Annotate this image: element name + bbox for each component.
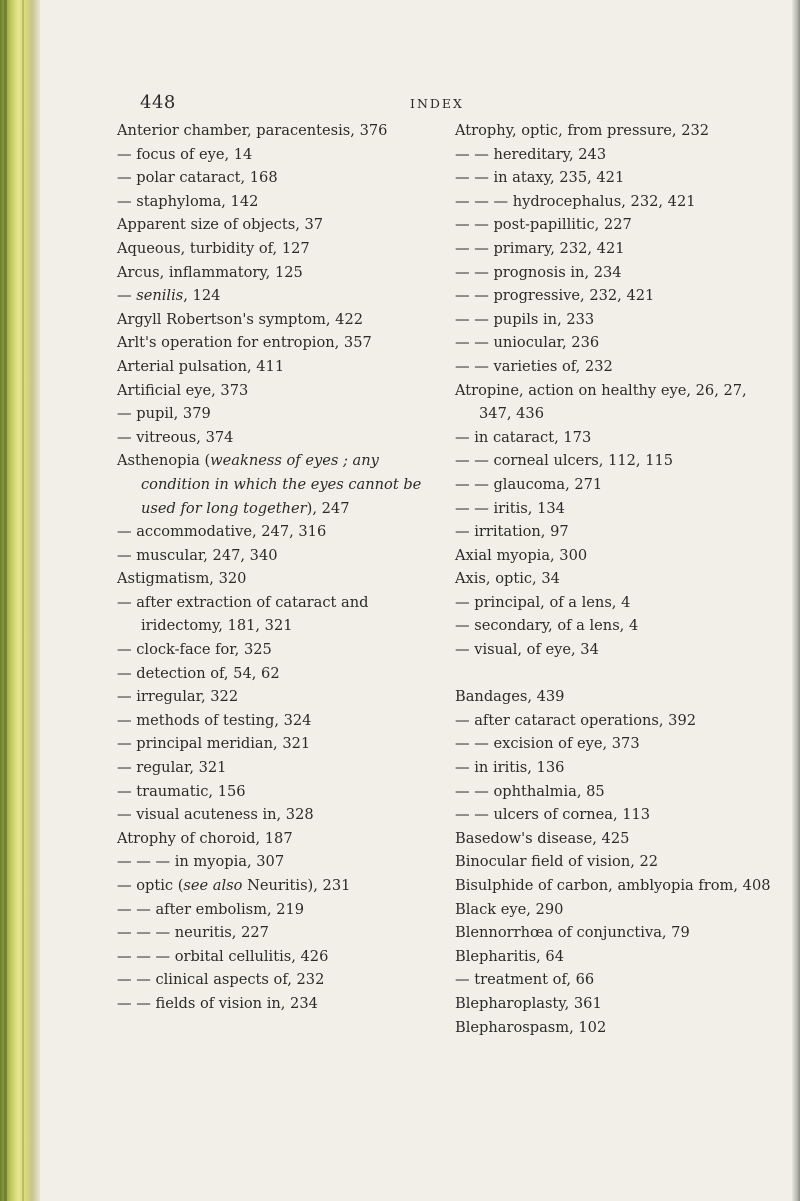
index-entry-text: ), 247: [306, 499, 350, 517]
index-entry: — vitreous, 374: [117, 428, 234, 446]
index-entry: — — — orbital cellulitis, 426: [117, 947, 329, 965]
index-entry: — principal, of a lens, 4: [455, 593, 631, 611]
index-column-right: [455, 119, 781, 1039]
index-entry: — polar cataract, 168: [117, 169, 278, 187]
index-entry-text: , 124: [183, 287, 221, 305]
index-entry: Basedow's disease, 425: [455, 829, 630, 847]
binding-stripe: [4, 0, 7, 1201]
index-entry: Blepharitis, 64: [455, 947, 564, 965]
index-entry-italic: see also: [183, 877, 243, 894]
index-entry: — — post-papillitic, 227: [455, 216, 632, 234]
index-entry: — — excision of eye, 373: [455, 735, 640, 753]
index-entry: — irritation, 97: [455, 523, 569, 541]
index-entry: Apparent size of objects, 37: [117, 216, 324, 234]
index-entry-italic: weakness of eyes ; any condition in which the eyes cannot be used for long together: [141, 452, 422, 517]
index-entry: — methods of testing, 324: [117, 711, 312, 729]
index-spacer: [455, 662, 781, 686]
index-entry: Atrophy of choroid, 187: [117, 829, 293, 847]
index-entry: — — iritis, 134: [455, 499, 565, 517]
index-entry: — principal meridian, 321: [117, 735, 311, 753]
index-entry: [117, 449, 447, 520]
index-entry: Axis, optic, 34: [455, 570, 560, 588]
index-entry: — after extraction of cataract and iridectomy, 181, 321: [117, 593, 369, 635]
index-entry: Arlt's operation for entropion, 357: [117, 334, 372, 352]
index-entry: Axial myopia, 300: [455, 546, 588, 564]
index-entry-text: Asthenopia (: [117, 452, 211, 470]
index-entry: Binocular field of vision, 22: [455, 853, 659, 871]
index-entry-text: —: [117, 287, 137, 305]
index-entry: Arterial pulsation, 411: [117, 357, 285, 375]
index-entry: — — after embolism, 219: [117, 900, 305, 918]
index-entry: — — ulcers of cornea, 113: [455, 806, 651, 824]
index-entry: Atropine, action on healthy eye, 26, 27, 347, 436: [455, 381, 747, 423]
index-entry: — after cataract operations, 392: [455, 711, 697, 729]
index-entry: — secondary, of a lens, 4: [455, 617, 639, 635]
index-entry: — — pupils in, 233: [455, 310, 595, 328]
running-head: INDEX: [410, 96, 464, 111]
index-entry: — — prognosis in, 234: [455, 263, 622, 281]
index-entry: — in cataract, 173: [455, 428, 592, 446]
index-entry: [117, 284, 447, 308]
index-entry: — — glaucoma, 271: [455, 475, 603, 493]
index-entry: Blennorrhœa of conjunctiva, 79: [455, 924, 690, 942]
index-entry: — — — hydrocephalus, 232, 421: [455, 192, 696, 210]
index-entry: — irregular, 322: [117, 688, 239, 706]
index-entry: — — corneal ulcers, 112, 115: [455, 452, 674, 470]
index-entry: — regular, 321: [117, 759, 227, 777]
index-entry: Bandages, 439: [455, 688, 565, 706]
binding-stripe: [22, 0, 24, 1201]
index-entry: Bisulphide of carbon, amblyopia from, 408: [455, 877, 771, 894]
index-entry: — — clinical aspects of, 232: [117, 971, 325, 989]
page-header: [0, 92, 800, 116]
index-entry: — — — neuritis, 227: [117, 924, 269, 942]
index-entry-text: — optic (: [117, 877, 184, 894]
index-entry: — pupil, 379: [117, 405, 211, 423]
index-entry: Blepharoplasty, 361: [455, 994, 602, 1012]
index-entry: — visual, of eye, 34: [455, 641, 599, 659]
index-entry: — — progressive, 232, 421: [455, 287, 655, 305]
index-entry: — accommodative, 247, 316: [117, 523, 327, 541]
index-entry: Atrophy, optic, from pressure, 232: [455, 122, 710, 139]
index-entry: — visual acuteness in, 328: [117, 806, 314, 824]
index-entry: Anterior chamber, paracentesis, 376: [117, 122, 388, 139]
index-entry: — treatment of, 66: [455, 971, 595, 989]
index-entry: Argyll Robertson's symptom, 422: [117, 310, 364, 328]
index-entry: Artificial eye, 373: [117, 381, 249, 399]
index-entry: — focus of eye, 14: [117, 145, 253, 163]
index-entry: — — — in myopia, 307: [117, 853, 285, 871]
page-number: 448: [140, 92, 176, 113]
index-entry: — staphyloma, 142: [117, 192, 259, 210]
index-entry: — — primary, 232, 421: [455, 239, 625, 257]
index-entry: — — varieties of, 232: [455, 357, 613, 375]
index-entry: Arcus, inflammatory, 125: [117, 263, 303, 281]
index-entry: — — fields of vision in, 234: [117, 994, 318, 1012]
index-entry: — — in ataxy, 235, 421: [455, 169, 625, 187]
index-entry: — muscular, 247, 340: [117, 546, 278, 564]
index-entry: — — uniocular, 236: [455, 334, 600, 352]
index-entry: Blepharospasm, 102: [455, 1018, 607, 1036]
index-entry: Astigmatism, 320: [117, 570, 247, 588]
index-entry: Black eye, 290: [455, 900, 564, 918]
index-entry: Aqueous, turbidity of, 127: [117, 239, 310, 257]
index-entry: — — hereditary, 243: [455, 145, 607, 163]
index-entry: [117, 874, 447, 898]
index-entry: — clock-face for, 325: [117, 641, 272, 659]
index-entry: — — ophthalmia, 85: [455, 782, 605, 800]
index-column-left: [117, 119, 447, 1016]
index-entry: — in iritis, 136: [455, 759, 565, 777]
book-binding-edge: [0, 0, 40, 1201]
index-entry-italic: senilis: [136, 287, 184, 305]
index-entry: — traumatic, 156: [117, 782, 246, 800]
page-edge-shadow: [792, 0, 800, 1201]
index-entry: — detection of, 54, 62: [117, 664, 280, 682]
index-entry-text: Neuritis), 231: [242, 877, 351, 894]
